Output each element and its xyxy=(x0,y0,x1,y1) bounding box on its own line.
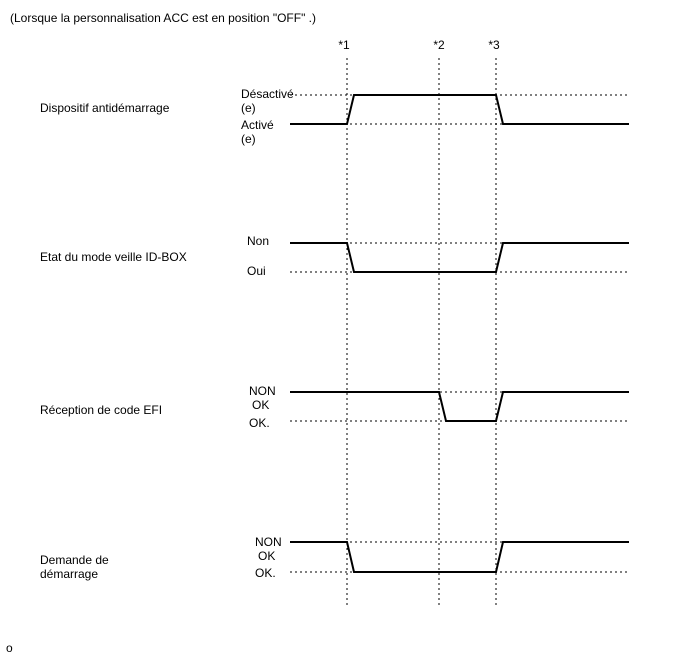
level-label-efi-high-line2: OK xyxy=(252,398,270,412)
caption: (Lorsque la personnalisation ACC est en position "OFF" .) xyxy=(10,11,316,25)
level-label-start-low: OK. xyxy=(255,566,276,580)
signal-name-immobiliser: Dispositif antidémarrage xyxy=(40,101,170,115)
waveform-start-request xyxy=(290,542,629,572)
level-label-immobiliser-low-line2: (e) xyxy=(241,132,256,146)
marker-label-3: *3 xyxy=(488,38,500,52)
level-label-idbox-low: Oui xyxy=(247,264,266,278)
signal-name-idbox-standby: Etat du mode veille ID-BOX xyxy=(40,250,187,264)
level-label-immobiliser-low-line1: Activé xyxy=(241,118,274,132)
signal-name-start-request: Demande de démarrage xyxy=(40,553,109,581)
level-label-idbox-high: Non xyxy=(247,234,270,248)
level-label-immobiliser-high-line2: (e) xyxy=(241,101,256,115)
signal-name-efi-code: Réception de code EFI xyxy=(40,403,163,417)
footer-mark: o xyxy=(6,641,13,655)
marker-label-1: *1 xyxy=(338,38,350,52)
waveform-idbox-standby xyxy=(290,243,629,272)
level-label-efi-high-line1: NON xyxy=(249,384,276,398)
waveform-immobiliser xyxy=(290,95,629,124)
marker-label-2: *2 xyxy=(433,38,445,52)
level-label-start-high-line1: NON xyxy=(255,535,282,549)
level-label-start-high-line2: OK xyxy=(258,549,276,563)
level-label-efi-low: OK. xyxy=(249,416,270,430)
level-label-immobiliser-high-line1: Désactivé xyxy=(241,87,294,101)
waveform-efi-code xyxy=(290,392,629,421)
